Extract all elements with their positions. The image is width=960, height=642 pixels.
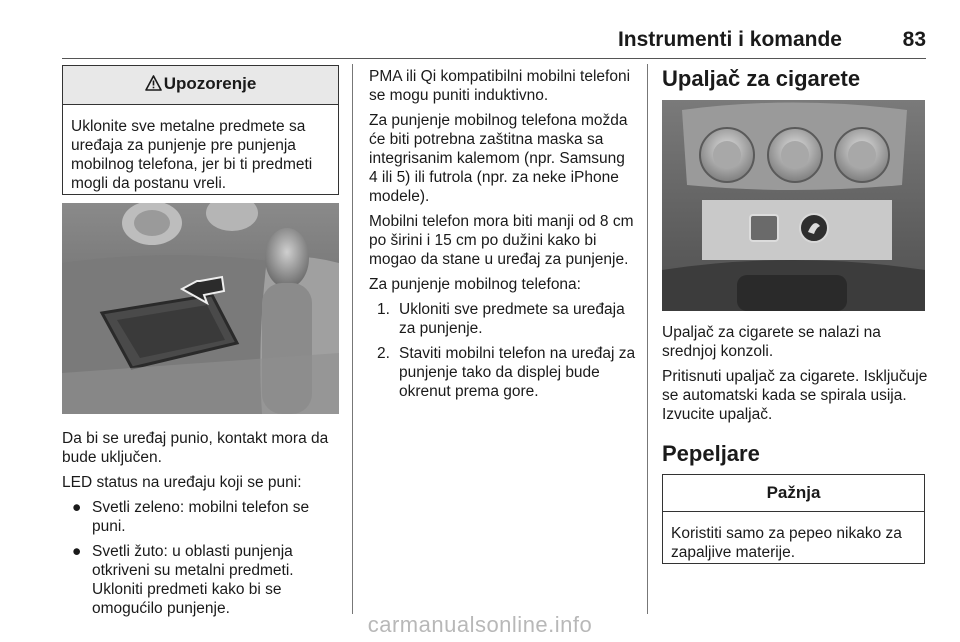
wireless-charger-photo: [62, 203, 339, 414]
watermark: carmanualsonline.info: [367, 612, 593, 637]
notice-text: Koristiti samo za pepeo nikako za zapaljive materije.: [671, 525, 902, 561]
column-3-text: [662, 323, 932, 430]
lighter-usage-note: Pritisnuti upaljač za cigarete. Isključuje se automatski kada se spirala usija. Izvucite upaljač.: [662, 368, 928, 423]
column-1-text: [62, 429, 342, 624]
list-item: ● Svetli žuto: u oblasti punjenja otkriveni su metalni predmeti. Ukloniti predmeti kako bi se omogućilo punjenje.: [62, 542, 342, 618]
header-rule: [62, 58, 926, 59]
notice-title: Pažnja: [663, 475, 924, 512]
notice-box: [662, 474, 925, 564]
running-header-title: Instrumenti i komande: [617, 28, 842, 51]
warning-text: Uklonite sve metalne predmete sa uređaja za punjenje pre punjenja mobilnog telefona, jer bi ti predmeti mogli da postanu vreli.: [71, 118, 313, 192]
column-2-text: [369, 67, 637, 407]
list-item: 1. Ukloniti sve predmete sa uređaja za punjenje.: [377, 301, 625, 337]
column-divider-left: [352, 64, 353, 614]
list-item: ● Svetli zeleno: mobilni telefon se puni.: [62, 498, 342, 536]
column-divider-right: [647, 64, 648, 614]
led-status-intro: LED status na uređaju koji se puni:: [62, 474, 302, 491]
list-item: 2. Staviti mobilni telefon na uređaj za punjenje tako da displej bude okrenut prema gore.: [377, 345, 636, 400]
lighter-location-note: Upaljač za cigarete se nalazi na srednjoj konzoli.: [662, 324, 881, 360]
cigarette-lighter-heading: Upaljač za cigarete: [662, 66, 861, 91]
warning-title: Upozorenje: [163, 74, 257, 93]
warning-box: [62, 65, 339, 195]
warning-triangle-icon: [145, 75, 162, 96]
ignition-note: Da bi se uređaj punio, kontakt mora da bude uključen.: [62, 430, 329, 466]
bullet-icon: ●: [72, 543, 82, 560]
protective-case-note: Za punjenje mobilnog telefona možda će biti potrebna zaštitna maska sa integrisanim kalemom (npr. Samsung 4 ili 5) ili futrola (npr. za neke iPhone modele).: [369, 112, 628, 205]
warning-box-header: [63, 66, 338, 105]
page-number: 83: [902, 28, 926, 51]
inductive-note: PMA ili Qi kompatibilni mobilni telefoni se mogu puniti induktivno.: [369, 68, 631, 104]
cigarette-lighter-photo: [662, 100, 925, 311]
phone-size-note: Mobilni telefon mora biti manji od 8 cm po širini i 15 cm po dužini kako bi mogao da stane u uređaj za punjenje.: [369, 213, 634, 268]
bullet-icon: ●: [72, 499, 82, 516]
ashtrays-heading: Pepeljare: [662, 441, 760, 466]
charging-steps-intro: Za punjenje mobilnog telefona:: [369, 276, 581, 293]
